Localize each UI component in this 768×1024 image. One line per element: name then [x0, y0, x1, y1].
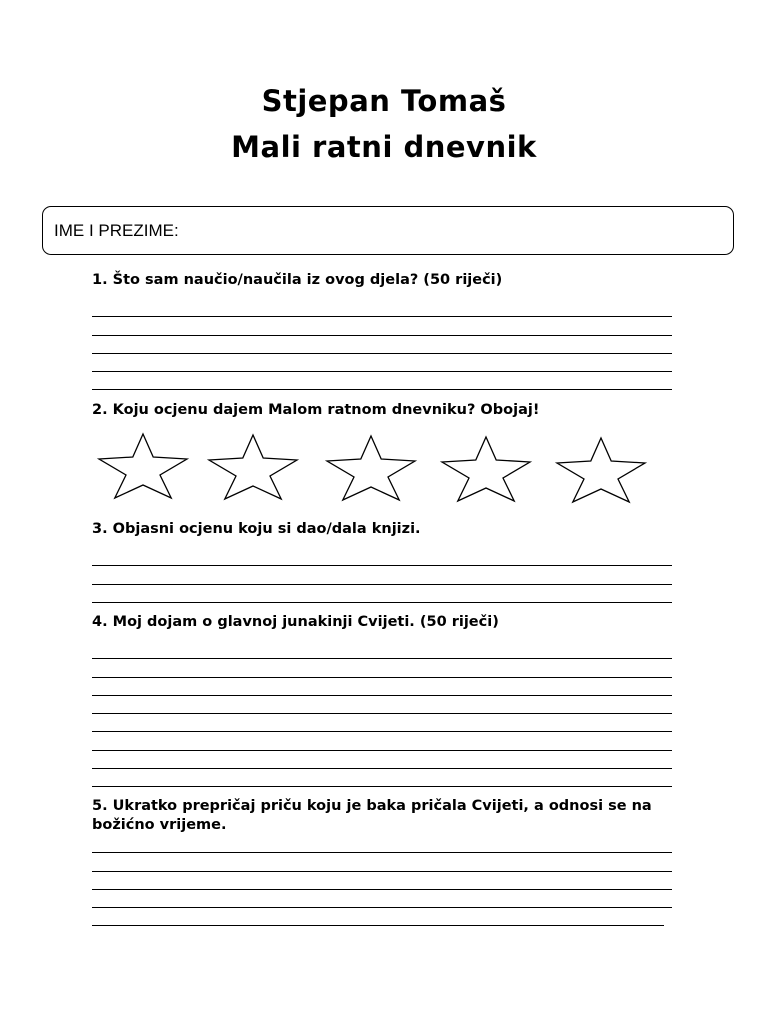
answer-lines-5[interactable] [92, 835, 672, 926]
answer-line[interactable] [92, 835, 672, 853]
answer-lines-1[interactable] [92, 299, 672, 390]
answer-lines-4[interactable] [92, 641, 672, 787]
answer-line[interactable] [92, 853, 672, 871]
star-5-icon[interactable] [557, 438, 645, 502]
answer-line[interactable] [92, 641, 672, 659]
answer-line[interactable] [92, 317, 672, 335]
name-field-label: IME I PREZIME: [54, 221, 179, 240]
answer-line[interactable] [92, 659, 672, 677]
question-5: 5. Ukratko prepričaj priču koju je baka pričala Cvijeti, a odnosi se na božićno vrijeme. [92, 798, 652, 833]
answer-line[interactable] [92, 890, 672, 908]
answer-line[interactable] [92, 696, 672, 714]
answer-line[interactable] [92, 548, 672, 566]
answer-lines-3[interactable] [92, 548, 672, 603]
star-2-icon[interactable] [209, 435, 297, 499]
answer-line[interactable] [92, 585, 672, 603]
question-1: 1. Što sam naučio/naučila iz ovog djela? (50 riječi) [92, 272, 503, 288]
question-4: 4. Moj dojam o glavnoj junakinji Cvijeti. (50 riječi) [92, 614, 499, 630]
author-heading: Stjepan Tomaš [261, 84, 507, 118]
answer-line[interactable] [92, 336, 672, 354]
star-3-icon[interactable] [327, 436, 415, 500]
answer-line[interactable] [92, 908, 664, 926]
star-1-icon[interactable] [99, 434, 187, 498]
answer-line[interactable] [92, 732, 672, 750]
answer-line[interactable] [92, 354, 672, 372]
answer-line[interactable] [92, 299, 672, 317]
question-2: 2. Koju ocjenu dajem Malom ratnom dnevniku? Obojaj! [92, 402, 540, 418]
star-rating[interactable] [0, 430, 768, 510]
question-3: 3. Objasni ocjenu koju si dao/dala knjizi. [92, 521, 421, 537]
answer-line[interactable] [92, 751, 672, 769]
book-title-heading: Mali ratni dnevnik [231, 130, 537, 164]
answer-line[interactable] [92, 872, 672, 890]
answer-line[interactable] [92, 769, 672, 787]
name-field[interactable] [42, 206, 734, 255]
answer-line[interactable] [92, 714, 672, 732]
answer-line[interactable] [92, 566, 672, 584]
answer-line[interactable] [92, 678, 672, 696]
answer-line[interactable] [92, 372, 672, 390]
star-4-icon[interactable] [442, 437, 530, 501]
